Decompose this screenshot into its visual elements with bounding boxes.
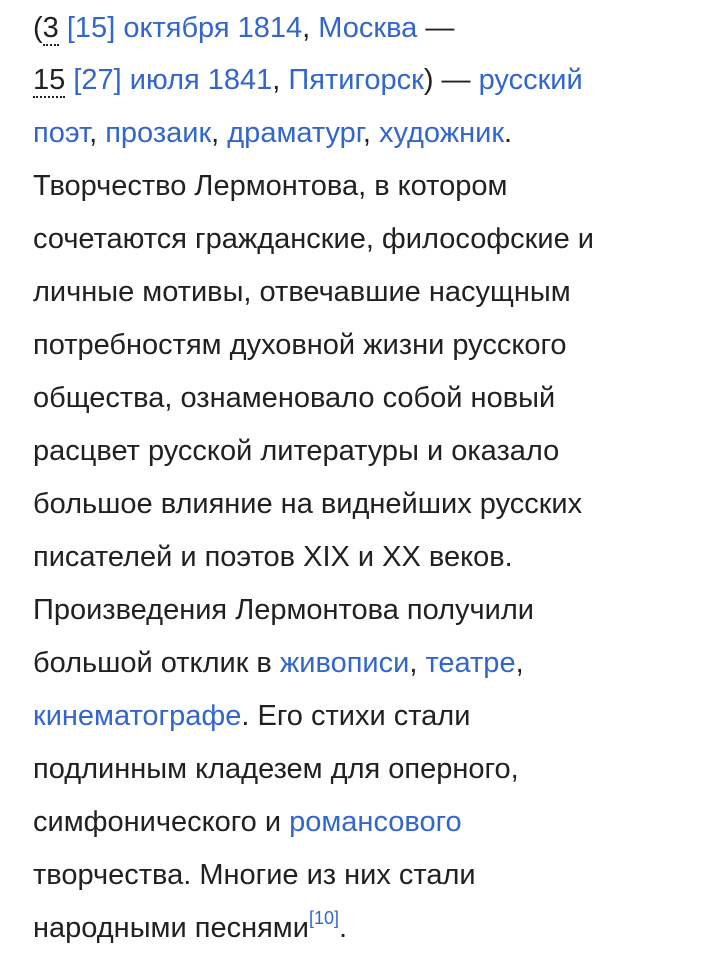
text-line-4: Творчество Лермонтова, в котором [33,170,508,202]
cinema-link[interactable]: кинематографе [33,700,242,732]
sentence-end: . [504,117,513,149]
death-date-old-style[interactable]: 15 [33,64,66,96]
prosaic-link[interactable]: прозаик [105,117,212,149]
painting-link[interactable]: живописи [279,647,410,679]
close-paren-dash: ) — [423,64,479,96]
text-line-7: потребностям духовной жизни русского [33,329,567,361]
text-line-8: общества, ознаменовало собой новый [33,382,556,414]
text-line-18 [33,908,348,945]
text-line-1: (3 [15] октября 1814, Москва — [33,12,455,44]
open-paren: ( [33,12,43,44]
text-line-15: подлинным кладезем для оперного, [33,753,519,785]
text-line-13: большой отклик в живописи, театре, [33,647,524,679]
text-line-3: поэт, прозаик, драматург, художник. [33,117,513,149]
text-line-2: 15 [27] июля 1841, Пятигорск) — русский [33,64,583,96]
text-line-16 [33,805,462,839]
reference-10-link[interactable]: [10] [308,908,339,928]
line-18-text: народными песнями [33,912,309,944]
artist-link[interactable]: художник [378,117,505,149]
text-line-5: сочетаются гражданские, философские и [33,223,594,255]
text-line-9: расцвет русской литературы и оказало [33,435,560,467]
birth-date-old-style[interactable]: 3 [42,12,59,44]
text-line-17: творчества. Многие из них стали [33,859,476,891]
russian-link[interactable]: русский [478,64,583,96]
text-line-12: Произведения Лермонтова получили [33,594,534,626]
final-period: . [338,912,348,944]
text-line-6: личные мотивы, отвечавшие насущным [33,276,571,308]
birth-date-new-style-link[interactable]: [15] [66,12,116,44]
birth-place-link[interactable]: Москва [318,12,418,44]
theatre-link[interactable]: театре [425,647,516,679]
dash: — [417,12,455,44]
line-14-text: . Его стихи стали [241,700,471,732]
poet-link[interactable]: поэт [33,117,90,149]
text-line-10: большое влияние на виднейших русских [33,488,583,520]
death-date-new-style-link[interactable]: [27] [73,64,122,96]
death-month-year-link[interactable]: июля 1841 [129,64,273,96]
text-line-11: писателей и поэтов XIX и XX веков. [33,541,513,573]
line-16-text: симфонического и [33,806,290,838]
text-line-14 [33,699,470,733]
line-13-text: большой отклик в [33,647,280,679]
romance-link[interactable]: романсового [289,806,462,838]
birth-month-year-link[interactable]: октября 1814 [123,12,303,44]
death-place-link[interactable]: Пятигорск [288,64,424,96]
dramatist-link[interactable]: драматург [227,117,363,149]
